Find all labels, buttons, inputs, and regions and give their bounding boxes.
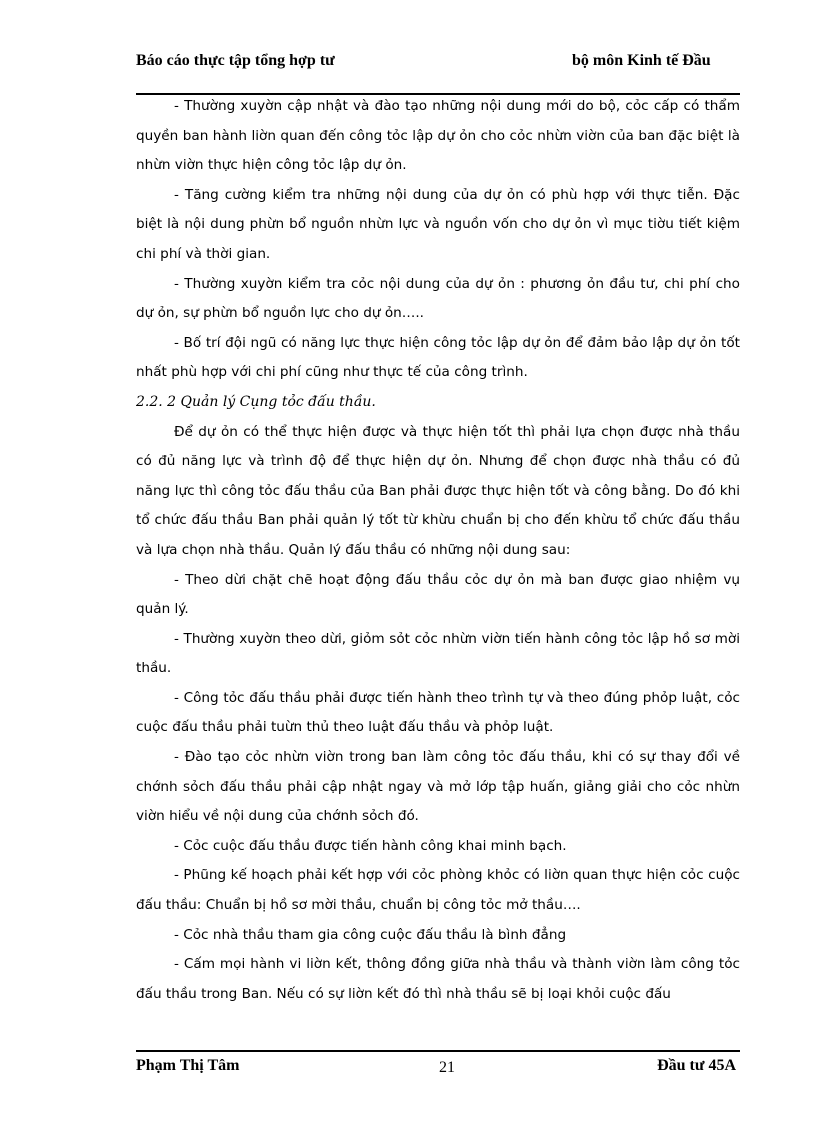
paragraph: - Thường xuyờn theo dừi, giỏm sỏt cỏc nhừn viờn tiến hành công tỏc lập hồ sơ mời thầu.: [136, 630, 740, 677]
paragraph: - Tăng cường kiểm tra những nội dung của dự ỏn có phù hợp với thực tiễn. Đặc biệt là nội dung phừn bổ nguồn nhừn lực và nguồn vốn cho dự ỏn vì mục tiờu tiết kiệm chi phí và thời gian.: [136, 186, 740, 262]
paragraph: - Theo dừi chặt chẽ hoạt động đấu thầu cỏc dự ỏn mà ban được giao nhiệm vụ quản lý.: [136, 571, 740, 618]
document-body: [136, 92, 740, 1009]
paragraph: - Thường xuyờn cập nhật và đào tạo những nội dung mới do bộ, cỏc cấp có thẩm quyền ban hành liờn quan đến công tỏc lập dự ỏn cho cỏc nhừn viờn của ban đặc biệt là nhừn viờn thực hiện công tỏc lập dự ỏn.: [136, 98, 740, 174]
paragraph: - Cỏc nhà thầu tham gia công cuộc đấu thầu là bình đẳng: [174, 926, 567, 943]
footer-author: Phạm Thị Tâm: [136, 1057, 240, 1074]
header-department: bộ môn Kinh tế Đầu: [572, 52, 711, 69]
page-number: 21: [439, 1059, 455, 1076]
paragraph: Để dự ỏn có thể thực hiện được và thực hiện tốt thì phải lựa chọn được nhà thầu có đủ năng lực và trình độ để thực hiện dự ỏn. Nhưng để chọn được nhà thầu có đủ năng lực thì công tỏc đấu thầu của Ban phải được thực hiện tốt và công bằng. Do đó khi tổ chức đấu thầu Ban phải quản lý tốt từ khừu chuẩn bị cho đến khừu tổ chức đấu thầu và lựa chọn nhà thầu. Quản lý đấu thầu có những nội dung sau:: [136, 423, 740, 558]
paragraph: - Phũng kế hoạch phải kết hợp với cỏc phòng khỏc có liờn quan thực hiện cỏc cuộc đấu thầu: Chuẩn bị hồ sơ mời thầu, chuẩn bị công tỏc mở thầu….: [136, 867, 740, 914]
footer-class: Đầu tư 45A: [657, 1057, 736, 1074]
footer-rule: [136, 1050, 740, 1052]
paragraph: - Công tỏc đấu thầu phải được tiến hành theo trình tự và theo đúng phỏp luật, cỏc cuộc đấu thầu phải tuừn thủ theo luật đấu thầu và phỏp luật.: [136, 689, 740, 736]
paragraph: - Bố trí đội ngũ có năng lực thực hiện công tỏc lập dự ỏn để đảm bảo lập dự ỏn tốt nhất phù hợp với chi phí cũng như thực tế của công trình.: [136, 334, 740, 381]
header-title: Báo cáo thực tập tổng hợp tư: [136, 52, 335, 69]
paragraph: - Đào tạo cỏc nhừn viờn trong ban làm công tỏc đấu thầu, khi có sự thay đổi về chớnh sỏch đấu thầu phải cập nhật ngay và mở lớp tập huấn, giảng giải cho cỏc nhừn viờn hiểu về nội dung của chớnh sỏch đó.: [136, 749, 740, 825]
paragraph: - Cấm mọi hành vi liờn kết, thông đồng giữa nhà thầu và thành viờn làm công tỏc đấu thầu trong Ban. Nếu có sự liờn kết đó thì nhà thầu sẽ bị loại khỏi cuộc đấu: [136, 956, 740, 1002]
paragraph: - Cỏc cuộc đấu thầu được tiến hành công khai minh bạch.: [174, 837, 567, 854]
section-heading: 2.2. 2 Quản lý Cụng tỏc đấu thầu.: [136, 393, 376, 410]
paragraph: - Thường xuyờn kiểm tra cỏc nội dung của dự ỏn : phương ỏn đầu tư, chi phí cho dự ỏn, sự phừn bổ nguồn lực cho dự ỏn…..: [136, 275, 740, 322]
